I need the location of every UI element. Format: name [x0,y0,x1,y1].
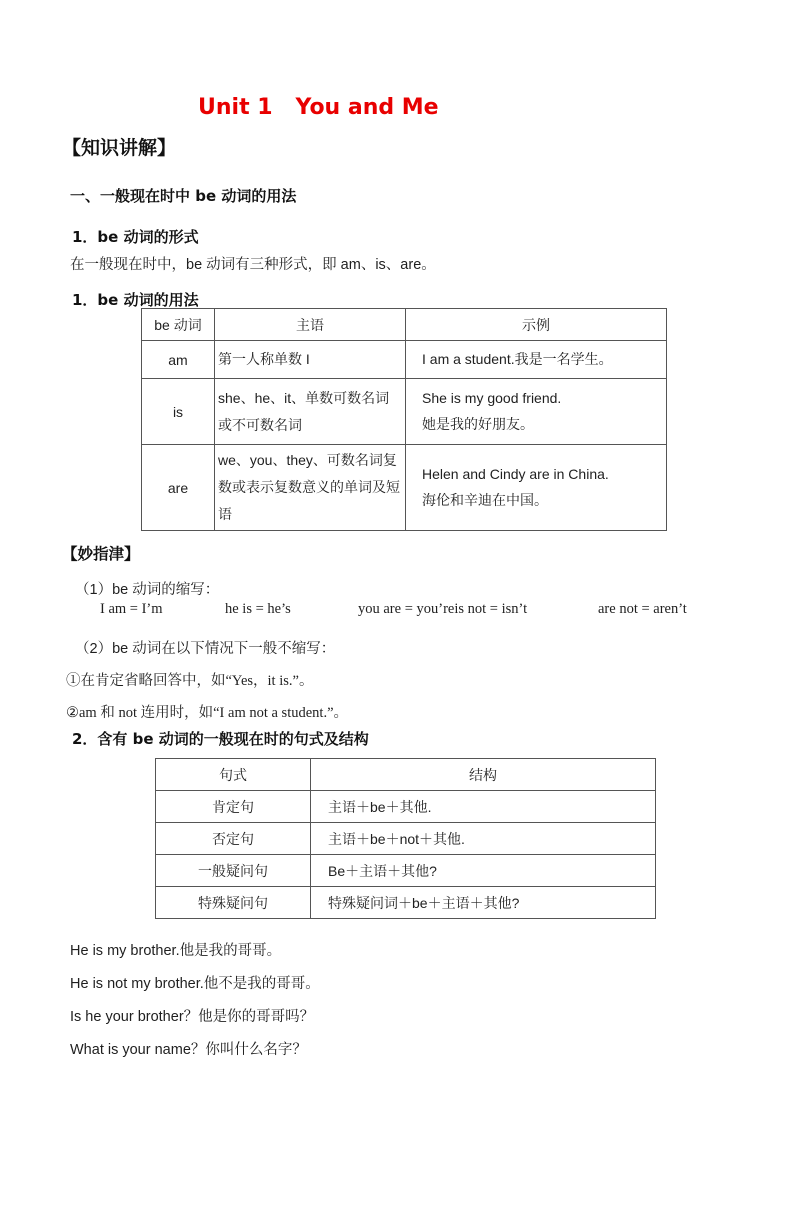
example-english: I am a student. [422,350,515,367]
sentence-type-cell: 特殊疑问句 [156,887,311,919]
knowledge-section-heading: 【知识讲解】 [62,137,177,159]
example-english: Helen and Cindy are in China. [422,465,609,482]
sentence-structure-table [155,758,656,919]
tips-item-2: （2）be 动词在以下情况下一般不缩写： [75,641,336,657]
example-sentence [70,943,735,960]
example-english: Is he your brother？ [70,1009,199,1025]
verb-cell: is [142,379,215,445]
be-forms-heading: 1．be 动词的形式 [72,228,199,246]
example-chinese: 他不是我的哥哥。 [203,976,320,992]
table-row-affirmative [156,791,656,823]
table-header-row [156,759,656,791]
table-row-are [142,445,667,531]
example-chinese: 你叫什么名字？ [205,1042,307,1058]
tips-note-1: ①在肯定省略回答中，如“Yes，it is.”。 [66,673,314,689]
column-header-subject: 主语 [215,309,406,341]
example-english: He is my brother. [70,943,180,959]
example-sentence [70,1042,735,1059]
subject-cell: she、he、it、单数可数名词或不可数名词 [215,379,406,445]
example-cell [406,341,667,379]
example-english: She is my good friend. [422,389,562,406]
page-title: Unit 1 You and Me [198,95,439,120]
verb-cell: am [142,341,215,379]
example-english: He is not my brother. [70,976,204,992]
structure-cell: Be＋主语＋其他? [311,855,656,887]
tips-heading: 【妙指津】 [62,545,140,563]
subject-cell: 第一人称单数 I [215,341,406,379]
example-chinese: 他是你的哥哥吗？ [198,1009,315,1025]
document-page [0,96,793,1218]
tips-note-2: ②am 和 not 连用时，如“I am not a student.”。 [66,705,349,721]
be-forms-paragraph: 在一般现在时中，be 动词有三种形式，即 am、is、are。 [70,257,436,273]
sentence-type-cell: 肯定句 [156,791,311,823]
table-header-row [142,309,667,341]
table-row-special-question [156,887,656,919]
subject-cell: we、you、they、可数名词复数或表示复数意义的单词及短语 [215,445,406,531]
example-sentence [70,976,735,993]
contractions-line [62,601,735,621]
example-chinese: 她是我的好朋友。 [422,417,534,433]
column-header-structure: 结构 [311,759,656,791]
sentence-type-cell: 否定句 [156,823,311,855]
example-chinese: 他是我的哥哥。 [179,943,282,959]
column-header-sentence-type: 句式 [156,759,311,791]
be-usage-heading: 1．be 动词的用法 [72,291,199,309]
structure-cell: 特殊疑问词＋be＋主语＋其他? [311,887,656,919]
sentence-type-cell: 一般疑问句 [156,855,311,887]
contraction-you-are-is-not: you are = you’reis not = isn’t [358,601,528,617]
structure-cell: 主语＋be＋not＋其他. [311,823,656,855]
verb-cell: are [142,445,215,531]
table-row-general-question [156,855,656,887]
example-cell [406,445,667,531]
be-verb-usage-table [141,308,667,531]
table-row-am [142,341,667,379]
example-chinese: 海伦和辛迪在中国。 [422,493,548,509]
table-row-is [142,379,667,445]
contraction-i-am: I am = I’m [100,601,163,617]
contraction-are-not: are not = aren’t [598,601,687,617]
table-row-negative [156,823,656,855]
example-sentence [70,1009,735,1026]
part1-heading: 一、一般现在时中 be 动词的用法 [70,187,297,205]
example-chinese: 我是一名学生。 [514,352,613,368]
tips-item-1: （1）be 动词的缩写： [75,582,220,598]
example-cell [406,379,667,445]
part2-heading: 2．含有 be 动词的一般现在时的句式及结构 [72,730,369,748]
column-header-example: 示例 [406,309,667,341]
structure-cell: 主语＋be＋其他. [311,791,656,823]
contraction-he-is: he is = he’s [225,601,291,617]
column-header-be-verb: be 动词 [142,309,215,341]
example-english: What is your name？ [70,1042,206,1058]
